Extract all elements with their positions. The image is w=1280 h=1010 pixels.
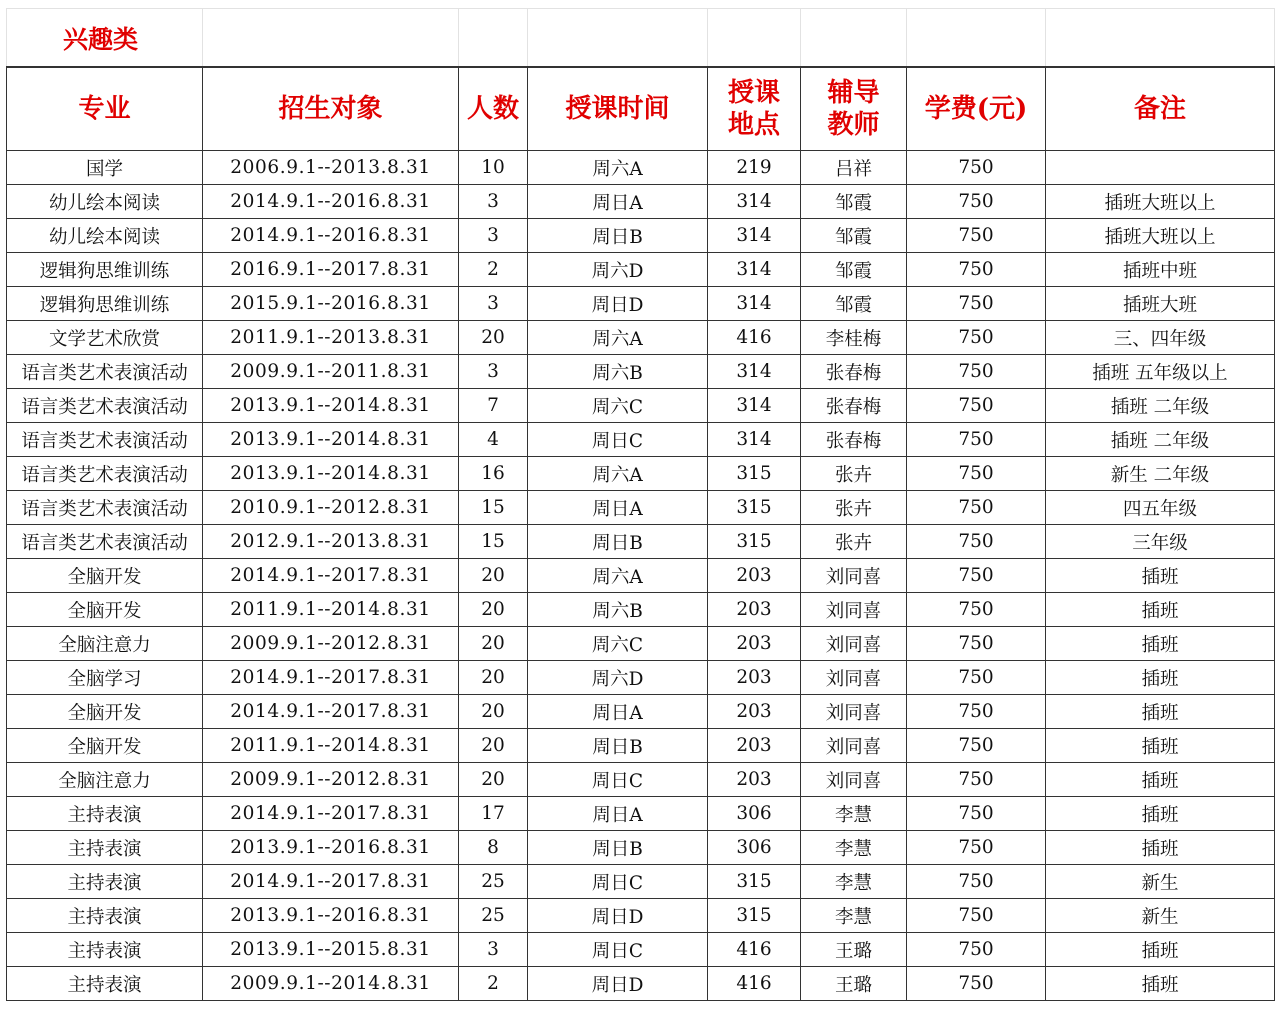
teacher-cell[interactable]: 刘同喜 [801, 661, 907, 695]
header-target[interactable]: 招生对象 [203, 67, 459, 151]
target-cell[interactable]: 2009.9.1--2011.8.31 [203, 355, 459, 389]
major-cell[interactable]: 全脑开发 [7, 695, 203, 729]
count-cell[interactable]: 20 [459, 321, 528, 355]
empty-cell[interactable] [1046, 9, 1275, 68]
teacher-cell[interactable]: 李桂梅 [801, 321, 907, 355]
fee-cell[interactable]: 750 [907, 797, 1046, 831]
major-cell[interactable]: 全脑注意力 [7, 763, 203, 797]
place-cell[interactable]: 416 [708, 933, 801, 967]
note-cell[interactable]: 新生 [1046, 865, 1275, 899]
count-cell[interactable]: 3 [459, 287, 528, 321]
target-cell[interactable]: 2016.9.1--2017.8.31 [203, 253, 459, 287]
place-cell[interactable]: 203 [708, 559, 801, 593]
table-row [7, 763, 1275, 797]
header-place-line2: 地点 [727, 110, 780, 140]
place-cell[interactable]: 306 [708, 831, 801, 865]
count-cell[interactable]: 25 [459, 865, 528, 899]
teacher-cell[interactable]: 李慧 [801, 865, 907, 899]
target-cell[interactable]: 2014.9.1--2017.8.31 [203, 797, 459, 831]
target-cell[interactable]: 2011.9.1--2014.8.31 [203, 729, 459, 763]
note-cell[interactable]: 三年级 [1046, 525, 1275, 559]
major-cell[interactable]: 全脑注意力 [7, 627, 203, 661]
fee-cell[interactable]: 750 [907, 593, 1046, 627]
note-cell[interactable]: 插班 五年级以上 [1046, 355, 1275, 389]
note-cell[interactable]: 插班大班以上 [1046, 219, 1275, 253]
time-cell[interactable]: 周日C [528, 933, 708, 967]
place-cell[interactable]: 315 [708, 491, 801, 525]
major-cell[interactable]: 语言类艺术表演活动 [7, 525, 203, 559]
time-cell[interactable]: 周日A [528, 695, 708, 729]
teacher-cell[interactable]: 张春梅 [801, 423, 907, 457]
teacher-cell[interactable]: 邹霞 [801, 287, 907, 321]
place-cell[interactable]: 314 [708, 355, 801, 389]
place-cell[interactable]: 203 [708, 593, 801, 627]
teacher-cell[interactable]: 李慧 [801, 797, 907, 831]
time-cell[interactable]: 周日C [528, 763, 708, 797]
major-cell[interactable]: 逻辑狗思维训练 [7, 287, 203, 321]
place-cell[interactable]: 416 [708, 321, 801, 355]
count-cell[interactable]: 20 [459, 559, 528, 593]
place-cell[interactable]: 314 [708, 423, 801, 457]
table-row [7, 219, 1275, 253]
major-cell[interactable]: 全脑开发 [7, 593, 203, 627]
time-cell[interactable]: 周日B [528, 219, 708, 253]
fee-cell[interactable]: 750 [907, 899, 1046, 933]
teacher-cell[interactable]: 邹霞 [801, 253, 907, 287]
note-cell[interactable]: 插班大班以上 [1046, 185, 1275, 219]
teacher-cell[interactable]: 刘同喜 [801, 559, 907, 593]
table-row [7, 661, 1275, 695]
fee-cell[interactable]: 750 [907, 253, 1046, 287]
table-row [7, 185, 1275, 219]
teacher-cell[interactable]: 刘同喜 [801, 627, 907, 661]
fee-cell[interactable]: 750 [907, 287, 1046, 321]
teacher-cell[interactable]: 张春梅 [801, 355, 907, 389]
time-cell[interactable]: 周日D [528, 899, 708, 933]
note-cell[interactable]: 插班 二年级 [1046, 423, 1275, 457]
target-cell[interactable]: 2015.9.1--2016.8.31 [203, 287, 459, 321]
time-cell[interactable]: 周六A [528, 151, 708, 185]
table-row [7, 559, 1275, 593]
major-cell[interactable]: 全脑开发 [7, 729, 203, 763]
major-cell[interactable]: 主持表演 [7, 933, 203, 967]
fee-cell[interactable]: 750 [907, 185, 1046, 219]
fee-cell[interactable]: 750 [907, 933, 1046, 967]
teacher-cell[interactable]: 邹霞 [801, 219, 907, 253]
teacher-cell[interactable]: 张卉 [801, 525, 907, 559]
fee-cell[interactable]: 750 [907, 423, 1046, 457]
table-row [7, 355, 1275, 389]
note-cell[interactable]: 四五年级 [1046, 491, 1275, 525]
note-cell[interactable]: 插班 [1046, 559, 1275, 593]
time-cell[interactable]: 周六D [528, 661, 708, 695]
major-cell[interactable]: 幼儿绘本阅读 [7, 219, 203, 253]
place-cell[interactable]: 315 [708, 899, 801, 933]
place-cell[interactable]: 203 [708, 729, 801, 763]
target-cell[interactable]: 2013.9.1--2015.8.31 [203, 933, 459, 967]
count-cell[interactable]: 15 [459, 525, 528, 559]
target-cell[interactable]: 2009.9.1--2012.8.31 [203, 627, 459, 661]
target-cell[interactable]: 2014.9.1--2016.8.31 [203, 185, 459, 219]
header-count[interactable]: 人数 [459, 67, 528, 151]
fee-cell[interactable]: 750 [907, 763, 1046, 797]
header-fee[interactable]: 学费(元) [907, 67, 1046, 151]
place-cell[interactable]: 315 [708, 865, 801, 899]
target-cell[interactable]: 2009.9.1--2014.8.31 [203, 967, 459, 1001]
time-cell[interactable]: 周日B [528, 525, 708, 559]
place-cell[interactable]: 314 [708, 219, 801, 253]
target-cell[interactable]: 2013.9.1--2014.8.31 [203, 423, 459, 457]
note-cell[interactable]: 插班大班 [1046, 287, 1275, 321]
course-table [6, 8, 1275, 1001]
header-teacher-line2: 教师 [827, 110, 880, 140]
note-cell[interactable]: 插班 [1046, 729, 1275, 763]
count-cell[interactable]: 7 [459, 389, 528, 423]
fee-cell[interactable]: 750 [907, 525, 1046, 559]
major-cell[interactable]: 语言类艺术表演活动 [7, 457, 203, 491]
time-cell[interactable]: 周日C [528, 865, 708, 899]
title-row [7, 9, 1275, 68]
target-cell[interactable]: 2014.9.1--2017.8.31 [203, 695, 459, 729]
target-cell[interactable]: 2009.9.1--2012.8.31 [203, 763, 459, 797]
time-cell[interactable]: 周六A [528, 559, 708, 593]
place-cell[interactable]: 314 [708, 253, 801, 287]
time-cell[interactable]: 周日B [528, 729, 708, 763]
teacher-cell[interactable]: 张卉 [801, 491, 907, 525]
fee-cell[interactable]: 750 [907, 831, 1046, 865]
header-place-line1: 授课 [727, 78, 780, 108]
time-cell[interactable]: 周六B [528, 593, 708, 627]
major-cell[interactable]: 全脑学习 [7, 661, 203, 695]
table-row [7, 389, 1275, 423]
fee-cell[interactable]: 750 [907, 321, 1046, 355]
table-row [7, 151, 1275, 185]
teacher-cell[interactable]: 王璐 [801, 967, 907, 1001]
count-cell[interactable]: 3 [459, 355, 528, 389]
count-cell[interactable]: 15 [459, 491, 528, 525]
count-cell[interactable]: 20 [459, 661, 528, 695]
fee-cell[interactable]: 750 [907, 661, 1046, 695]
time-cell[interactable]: 周六D [528, 253, 708, 287]
target-cell[interactable]: 2014.9.1--2017.8.31 [203, 661, 459, 695]
count-cell[interactable]: 10 [459, 151, 528, 185]
table-row [7, 253, 1275, 287]
fee-cell[interactable]: 750 [907, 627, 1046, 661]
spreadsheet [6, 8, 1275, 1001]
fee-cell[interactable]: 750 [907, 457, 1046, 491]
place-cell[interactable]: 314 [708, 287, 801, 321]
note-cell[interactable]: 插班 [1046, 695, 1275, 729]
place-cell[interactable]: 203 [708, 661, 801, 695]
teacher-cell[interactable]: 刘同喜 [801, 729, 907, 763]
count-cell[interactable]: 20 [459, 695, 528, 729]
note-cell[interactable]: 插班 [1046, 627, 1275, 661]
header-place[interactable] [708, 67, 801, 151]
note-cell[interactable]: 新生 [1046, 899, 1275, 933]
target-cell[interactable]: 2014.9.1--2017.8.31 [203, 559, 459, 593]
fee-cell[interactable]: 750 [907, 559, 1046, 593]
time-cell[interactable]: 周日A [528, 797, 708, 831]
fee-cell[interactable]: 750 [907, 695, 1046, 729]
place-cell[interactable]: 203 [708, 627, 801, 661]
count-cell[interactable]: 20 [459, 729, 528, 763]
fee-cell[interactable]: 750 [907, 967, 1046, 1001]
target-cell[interactable]: 2011.9.1--2013.8.31 [203, 321, 459, 355]
fee-cell[interactable]: 750 [907, 491, 1046, 525]
table-row [7, 287, 1275, 321]
target-cell[interactable]: 2006.9.1--2013.8.31 [203, 151, 459, 185]
header-teacher[interactable] [801, 67, 907, 151]
target-cell[interactable]: 2013.9.1--2014.8.31 [203, 457, 459, 491]
count-cell[interactable]: 3 [459, 185, 528, 219]
target-cell[interactable]: 2010.9.1--2012.8.31 [203, 491, 459, 525]
empty-cell[interactable] [907, 9, 1046, 68]
note-cell[interactable]: 新生 二年级 [1046, 457, 1275, 491]
table-row [7, 423, 1275, 457]
teacher-cell[interactable]: 张卉 [801, 457, 907, 491]
table-row [7, 865, 1275, 899]
count-cell[interactable]: 2 [459, 967, 528, 1001]
fee-cell[interactable]: 750 [907, 355, 1046, 389]
major-cell[interactable]: 语言类艺术表演活动 [7, 491, 203, 525]
major-cell[interactable]: 全脑开发 [7, 559, 203, 593]
note-cell[interactable]: 插班 [1046, 967, 1275, 1001]
time-cell[interactable]: 周六B [528, 355, 708, 389]
note-cell[interactable]: 插班 [1046, 593, 1275, 627]
time-cell[interactable]: 周日D [528, 287, 708, 321]
place-cell[interactable]: 314 [708, 389, 801, 423]
header-major[interactable]: 专业 [7, 67, 203, 151]
note-cell[interactable]: 插班 [1046, 763, 1275, 797]
empty-cell[interactable] [708, 9, 801, 68]
time-cell[interactable]: 周六A [528, 457, 708, 491]
teacher-cell[interactable]: 刘同喜 [801, 695, 907, 729]
target-cell[interactable]: 2012.9.1--2013.8.31 [203, 525, 459, 559]
target-cell[interactable]: 2011.9.1--2014.8.31 [203, 593, 459, 627]
count-cell[interactable]: 16 [459, 457, 528, 491]
teacher-cell[interactable]: 王璐 [801, 933, 907, 967]
table-row [7, 831, 1275, 865]
empty-cell[interactable] [528, 9, 708, 68]
fee-cell[interactable]: 750 [907, 729, 1046, 763]
table-row [7, 457, 1275, 491]
teacher-cell[interactable]: 吕祥 [801, 151, 907, 185]
time-cell[interactable]: 周日D [528, 967, 708, 1001]
count-cell[interactable]: 8 [459, 831, 528, 865]
count-cell[interactable]: 25 [459, 899, 528, 933]
header-note[interactable]: 备注 [1046, 67, 1275, 151]
count-cell[interactable]: 2 [459, 253, 528, 287]
note-cell[interactable]: 插班 [1046, 933, 1275, 967]
count-cell[interactable]: 17 [459, 797, 528, 831]
major-cell[interactable]: 主持表演 [7, 899, 203, 933]
fee-cell[interactable]: 750 [907, 389, 1046, 423]
time-cell[interactable]: 周日B [528, 831, 708, 865]
count-cell[interactable]: 20 [459, 763, 528, 797]
place-cell[interactable]: 203 [708, 695, 801, 729]
header-teacher-line1: 辅导 [827, 78, 880, 108]
note-cell[interactable]: 插班 [1046, 797, 1275, 831]
fee-cell[interactable]: 750 [907, 219, 1046, 253]
time-cell[interactable]: 周六A [528, 321, 708, 355]
note-cell[interactable]: 插班 [1046, 661, 1275, 695]
header-row [7, 67, 1275, 151]
target-cell[interactable]: 2014.9.1--2016.8.31 [203, 219, 459, 253]
major-cell[interactable]: 语言类艺术表演活动 [7, 355, 203, 389]
major-cell[interactable]: 幼儿绘本阅读 [7, 185, 203, 219]
note-cell[interactable] [1046, 151, 1275, 185]
teacher-cell[interactable]: 刘同喜 [801, 763, 907, 797]
empty-cell[interactable] [801, 9, 907, 68]
time-cell[interactable]: 周日A [528, 185, 708, 219]
place-cell[interactable]: 306 [708, 797, 801, 831]
major-cell[interactable]: 国学 [7, 151, 203, 185]
header-time[interactable]: 授课时间 [528, 67, 708, 151]
table-row [7, 525, 1275, 559]
table-row [7, 321, 1275, 355]
note-cell[interactable]: 三、四年级 [1046, 321, 1275, 355]
teacher-cell[interactable]: 张春梅 [801, 389, 907, 423]
note-cell[interactable]: 插班 二年级 [1046, 389, 1275, 423]
teacher-cell[interactable]: 邹霞 [801, 185, 907, 219]
target-cell[interactable]: 2014.9.1--2017.8.31 [203, 865, 459, 899]
table-row [7, 933, 1275, 967]
major-cell[interactable]: 主持表演 [7, 831, 203, 865]
count-cell[interactable]: 3 [459, 933, 528, 967]
teacher-cell[interactable]: 李慧 [801, 831, 907, 865]
fee-cell[interactable]: 750 [907, 151, 1046, 185]
empty-cell[interactable] [459, 9, 528, 68]
fee-cell[interactable]: 750 [907, 865, 1046, 899]
place-cell[interactable]: 416 [708, 967, 801, 1001]
time-cell[interactable]: 周日A [528, 491, 708, 525]
count-cell[interactable]: 20 [459, 593, 528, 627]
count-cell[interactable]: 4 [459, 423, 528, 457]
major-cell[interactable]: 语言类艺术表演活动 [7, 389, 203, 423]
table-row [7, 627, 1275, 661]
major-cell[interactable]: 主持表演 [7, 797, 203, 831]
major-cell[interactable]: 主持表演 [7, 865, 203, 899]
place-cell[interactable]: 203 [708, 763, 801, 797]
major-cell[interactable]: 逻辑狗思维训练 [7, 253, 203, 287]
teacher-cell[interactable]: 李慧 [801, 899, 907, 933]
empty-cell[interactable] [203, 9, 459, 68]
table-row [7, 967, 1275, 1001]
major-cell[interactable]: 文学艺术欣赏 [7, 321, 203, 355]
time-cell[interactable]: 周六C [528, 389, 708, 423]
place-cell[interactable]: 315 [708, 525, 801, 559]
place-cell[interactable]: 314 [708, 185, 801, 219]
table-row [7, 797, 1275, 831]
target-cell[interactable]: 2013.9.1--2016.8.31 [203, 831, 459, 865]
table-row [7, 695, 1275, 729]
section-title[interactable]: 兴趣类 [7, 9, 203, 68]
table-row [7, 491, 1275, 525]
table-row [7, 593, 1275, 627]
table-row [7, 899, 1275, 933]
count-cell[interactable]: 20 [459, 627, 528, 661]
count-cell[interactable]: 3 [459, 219, 528, 253]
major-cell[interactable]: 语言类艺术表演活动 [7, 423, 203, 457]
table-row [7, 729, 1275, 763]
target-cell[interactable]: 2013.9.1--2016.8.31 [203, 899, 459, 933]
target-cell[interactable]: 2013.9.1--2014.8.31 [203, 389, 459, 423]
place-cell[interactable]: 315 [708, 457, 801, 491]
time-cell[interactable]: 周日C [528, 423, 708, 457]
note-cell[interactable]: 插班中班 [1046, 253, 1275, 287]
major-cell[interactable]: 主持表演 [7, 967, 203, 1001]
note-cell[interactable]: 插班 [1046, 831, 1275, 865]
time-cell[interactable]: 周六C [528, 627, 708, 661]
place-cell[interactable]: 219 [708, 151, 801, 185]
teacher-cell[interactable]: 刘同喜 [801, 593, 907, 627]
